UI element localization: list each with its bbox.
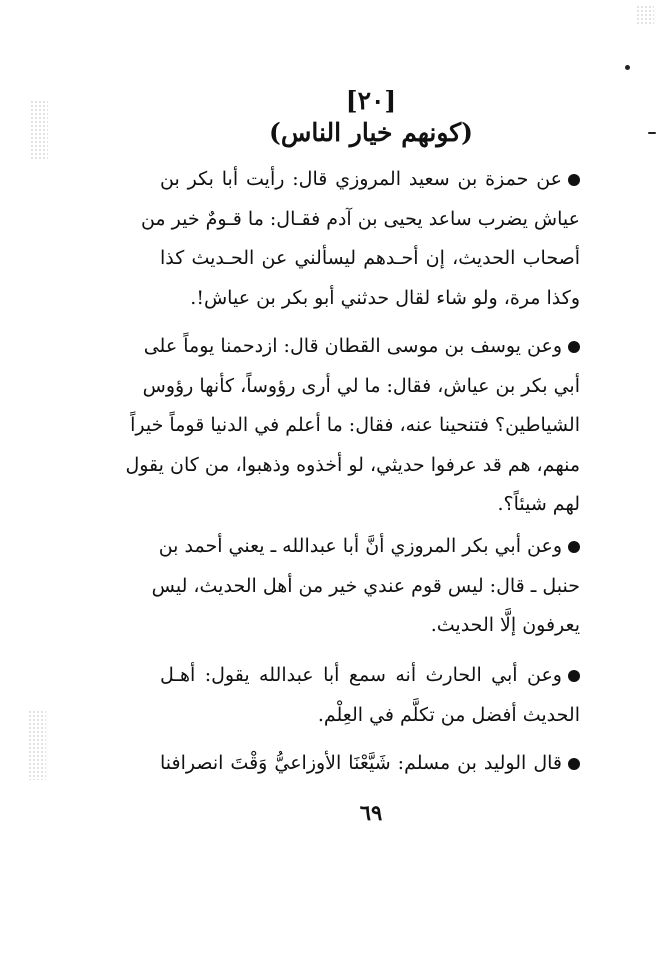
text-line: وعن أبي الحارث أنه سمع أبا عبدالله يقول: أهـل: [160, 656, 580, 696]
text-line: عن حمزة بن سعيد المروزي قال: رأيت أبا بكر بن: [160, 160, 580, 200]
bullet-icon: [568, 174, 580, 186]
scan-speck: [625, 65, 630, 70]
scan-bleed: [30, 100, 48, 160]
section-title: (كونهم خيار الناس): [269, 118, 473, 147]
text-line: لهم شيئاً؟.: [497, 493, 580, 515]
text-line: أبي بكر بن عياش، فقال: ما لي أرى رؤوساً، كأنها رؤوس: [142, 374, 580, 397]
paragraph: [140, 160, 580, 318]
scan-bleed: [28, 710, 46, 780]
scan-bleed: [636, 5, 654, 25]
text-line: وعن يوسف بن موسى القطان قال: ازدحمنا يوماً على: [160, 327, 580, 367]
bullet-icon: [568, 541, 580, 553]
text-line: الشياطين؟ فتنحينا عنه، فقال: ما أعلم في الدنيا قوماً خيراً: [130, 414, 580, 436]
paragraph: [125, 327, 580, 525]
scan-speck: [648, 132, 656, 134]
text-line: يعرفون إلَّا الحديث.: [430, 614, 580, 636]
text-line: الحديث أفضل من تكلَّم في العِلْم.: [317, 703, 580, 726]
text-line: حنبل ـ قال: ليس قوم عندي خير من أهل الحديث، ليس: [151, 574, 580, 597]
text-line: قال الوليد بن مسلم: شَيَّعْنَا الأوزاعيُّ وَقْتَ انصرافنا: [160, 744, 580, 784]
text-line: وكذا مرة، ولو شاء لقال حدثني أبو بكر بن عياش!.: [190, 286, 580, 309]
bullet-icon: [568, 670, 580, 682]
section-number: [٢٠]: [345, 86, 397, 115]
bullet-icon: [568, 341, 580, 353]
text-line: أصحاب الحديث، إن أحـدهم ليسألني عن الحـديث كذا: [160, 247, 580, 269]
paragraph: [151, 527, 580, 646]
bullet-icon: [568, 758, 580, 770]
text-line: منهم، هم قد عرفوا حديثي، لو أخذوه وذهبوا، من كان يقول: [125, 453, 580, 476]
paragraph: [160, 744, 580, 784]
text-line: عياش يضرب ساعد يحيى بن آدم فقـال: ما قـومٌ خير من: [140, 207, 580, 230]
text-line: وعن أبي بكر المروزي أنَّ أبا عبدالله ـ يعني أحمد بن: [160, 527, 580, 567]
paragraph: [160, 656, 580, 735]
page-number: ٦٩: [359, 800, 383, 825]
